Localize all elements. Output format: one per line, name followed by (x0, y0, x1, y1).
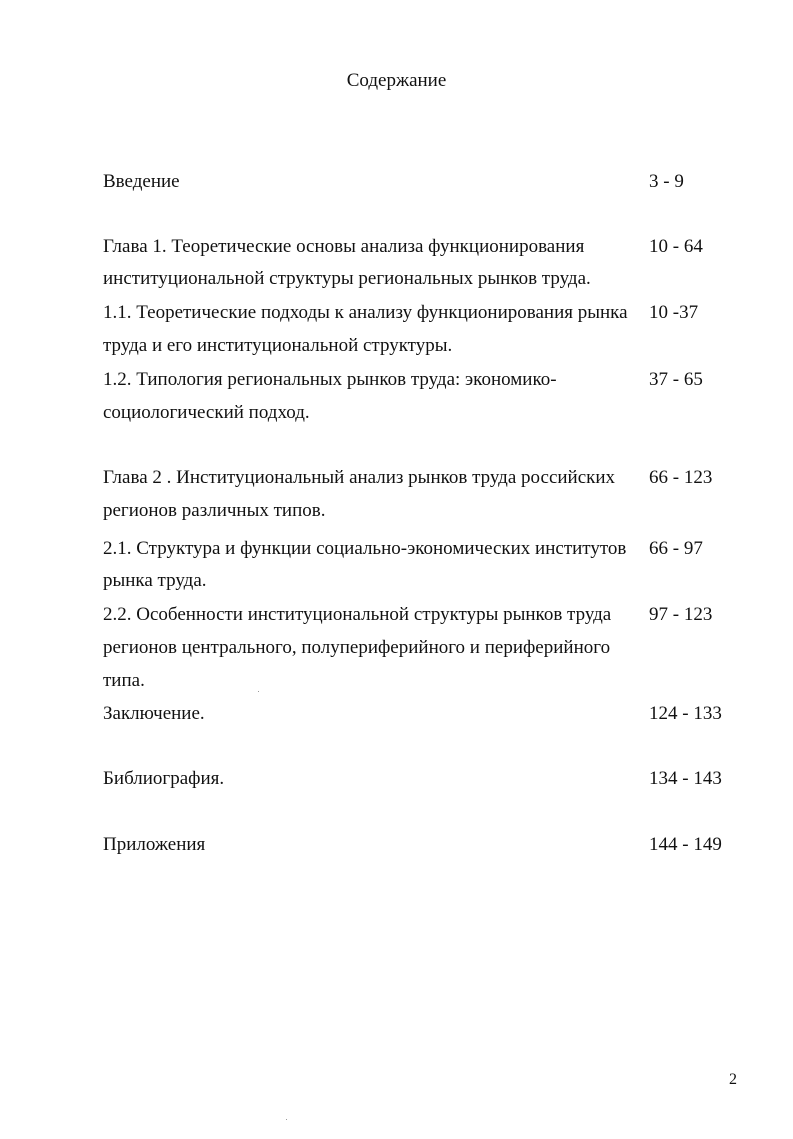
toc-entry-text: Заключение. (103, 703, 205, 724)
toc-entry-text: регионов центрального, полупериферийного и периферийного (103, 637, 611, 658)
toc-entry-text: Глава 1. Теоретические основы анализа функционирования (103, 236, 585, 257)
toc-entry-text: социологический подход. (103, 402, 310, 423)
toc-entry-text: Глава 2 . Институциональный анализ рынков труда российских (103, 467, 616, 488)
page-number: 2 (729, 1071, 737, 1088)
toc-entry-pages: 37 - 65 (649, 369, 703, 390)
toc-entry-text: труда и его институциональной структуры. (103, 335, 453, 356)
toc-entry-text: Введение (103, 171, 180, 192)
page-title: Содержание (346, 70, 447, 91)
toc-entry-text: 2.2. Особенности институциональной структуры рынков труда (103, 604, 612, 625)
toc-entry-pages: 10 - 64 (649, 236, 703, 257)
toc-entry-text: 1.2. Типология региональных рынков труда: экономико- (103, 369, 557, 390)
toc-entry-text: институциональной структуры региональных рынков труда. (103, 268, 591, 289)
toc-entry-pages: 134 - 143 (649, 768, 722, 789)
toc-entry-pages: 66 - 97 (649, 538, 703, 559)
toc-entry-text: типа. (103, 670, 145, 691)
scan-speck (286, 1119, 287, 1120)
toc-entry-pages: 3 - 9 (649, 171, 684, 192)
toc-entry-text: регионов различных типов. (103, 500, 326, 521)
scan-speck (258, 691, 259, 692)
toc-entry-text: рынка труда. (103, 570, 207, 591)
toc-entry-text: Библиография. (103, 768, 225, 789)
toc-entry-pages: 144 - 149 (649, 834, 722, 855)
toc-entry-text: 2.1. Структура и функции социально-экономических институтов (103, 538, 627, 559)
toc-entry-text: Приложения (103, 834, 206, 855)
toc-entry-pages: 10 -37 (649, 302, 699, 323)
toc-entry-pages: 124 - 133 (649, 703, 722, 724)
toc-entry-pages: 66 - 123 (649, 467, 713, 488)
toc-entry-pages: 97 - 123 (649, 604, 713, 625)
toc-entry-text: 1.1. Теоретические подходы к анализу функционирования рынка (103, 302, 628, 323)
